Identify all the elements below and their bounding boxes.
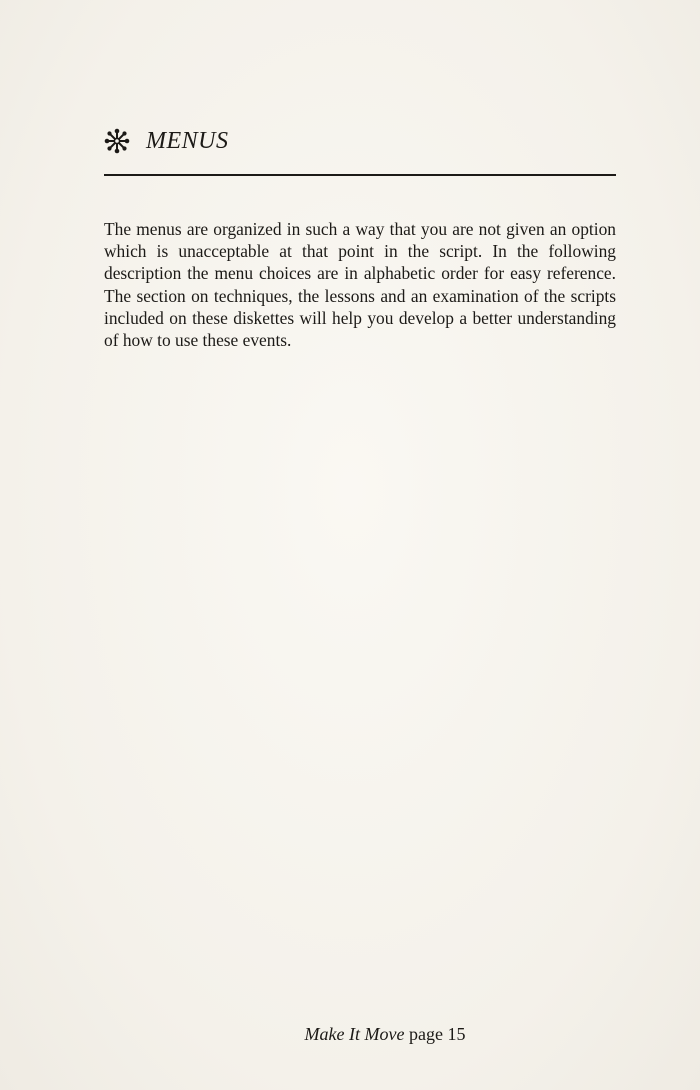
- section-title: MENUS: [146, 128, 229, 154]
- header-divider: [104, 174, 616, 176]
- body-paragraph: The menus are organized in such a way that you are not given an option which is unacceptable at that point in the script. In the following description the menu choices are in alphabetic order for easy reference. The section on techniques, the lessons and an examination of the scripts included on these diskettes will help you develop a better understanding of how to use these events.: [104, 219, 616, 351]
- footer-page-number: page 15: [408, 1024, 466, 1044]
- section-header: [104, 124, 616, 178]
- asterisk-flower-icon: [104, 128, 130, 154]
- footer-book-title: Make It Move: [304, 1024, 405, 1044]
- page-footer: [0, 1022, 700, 1046]
